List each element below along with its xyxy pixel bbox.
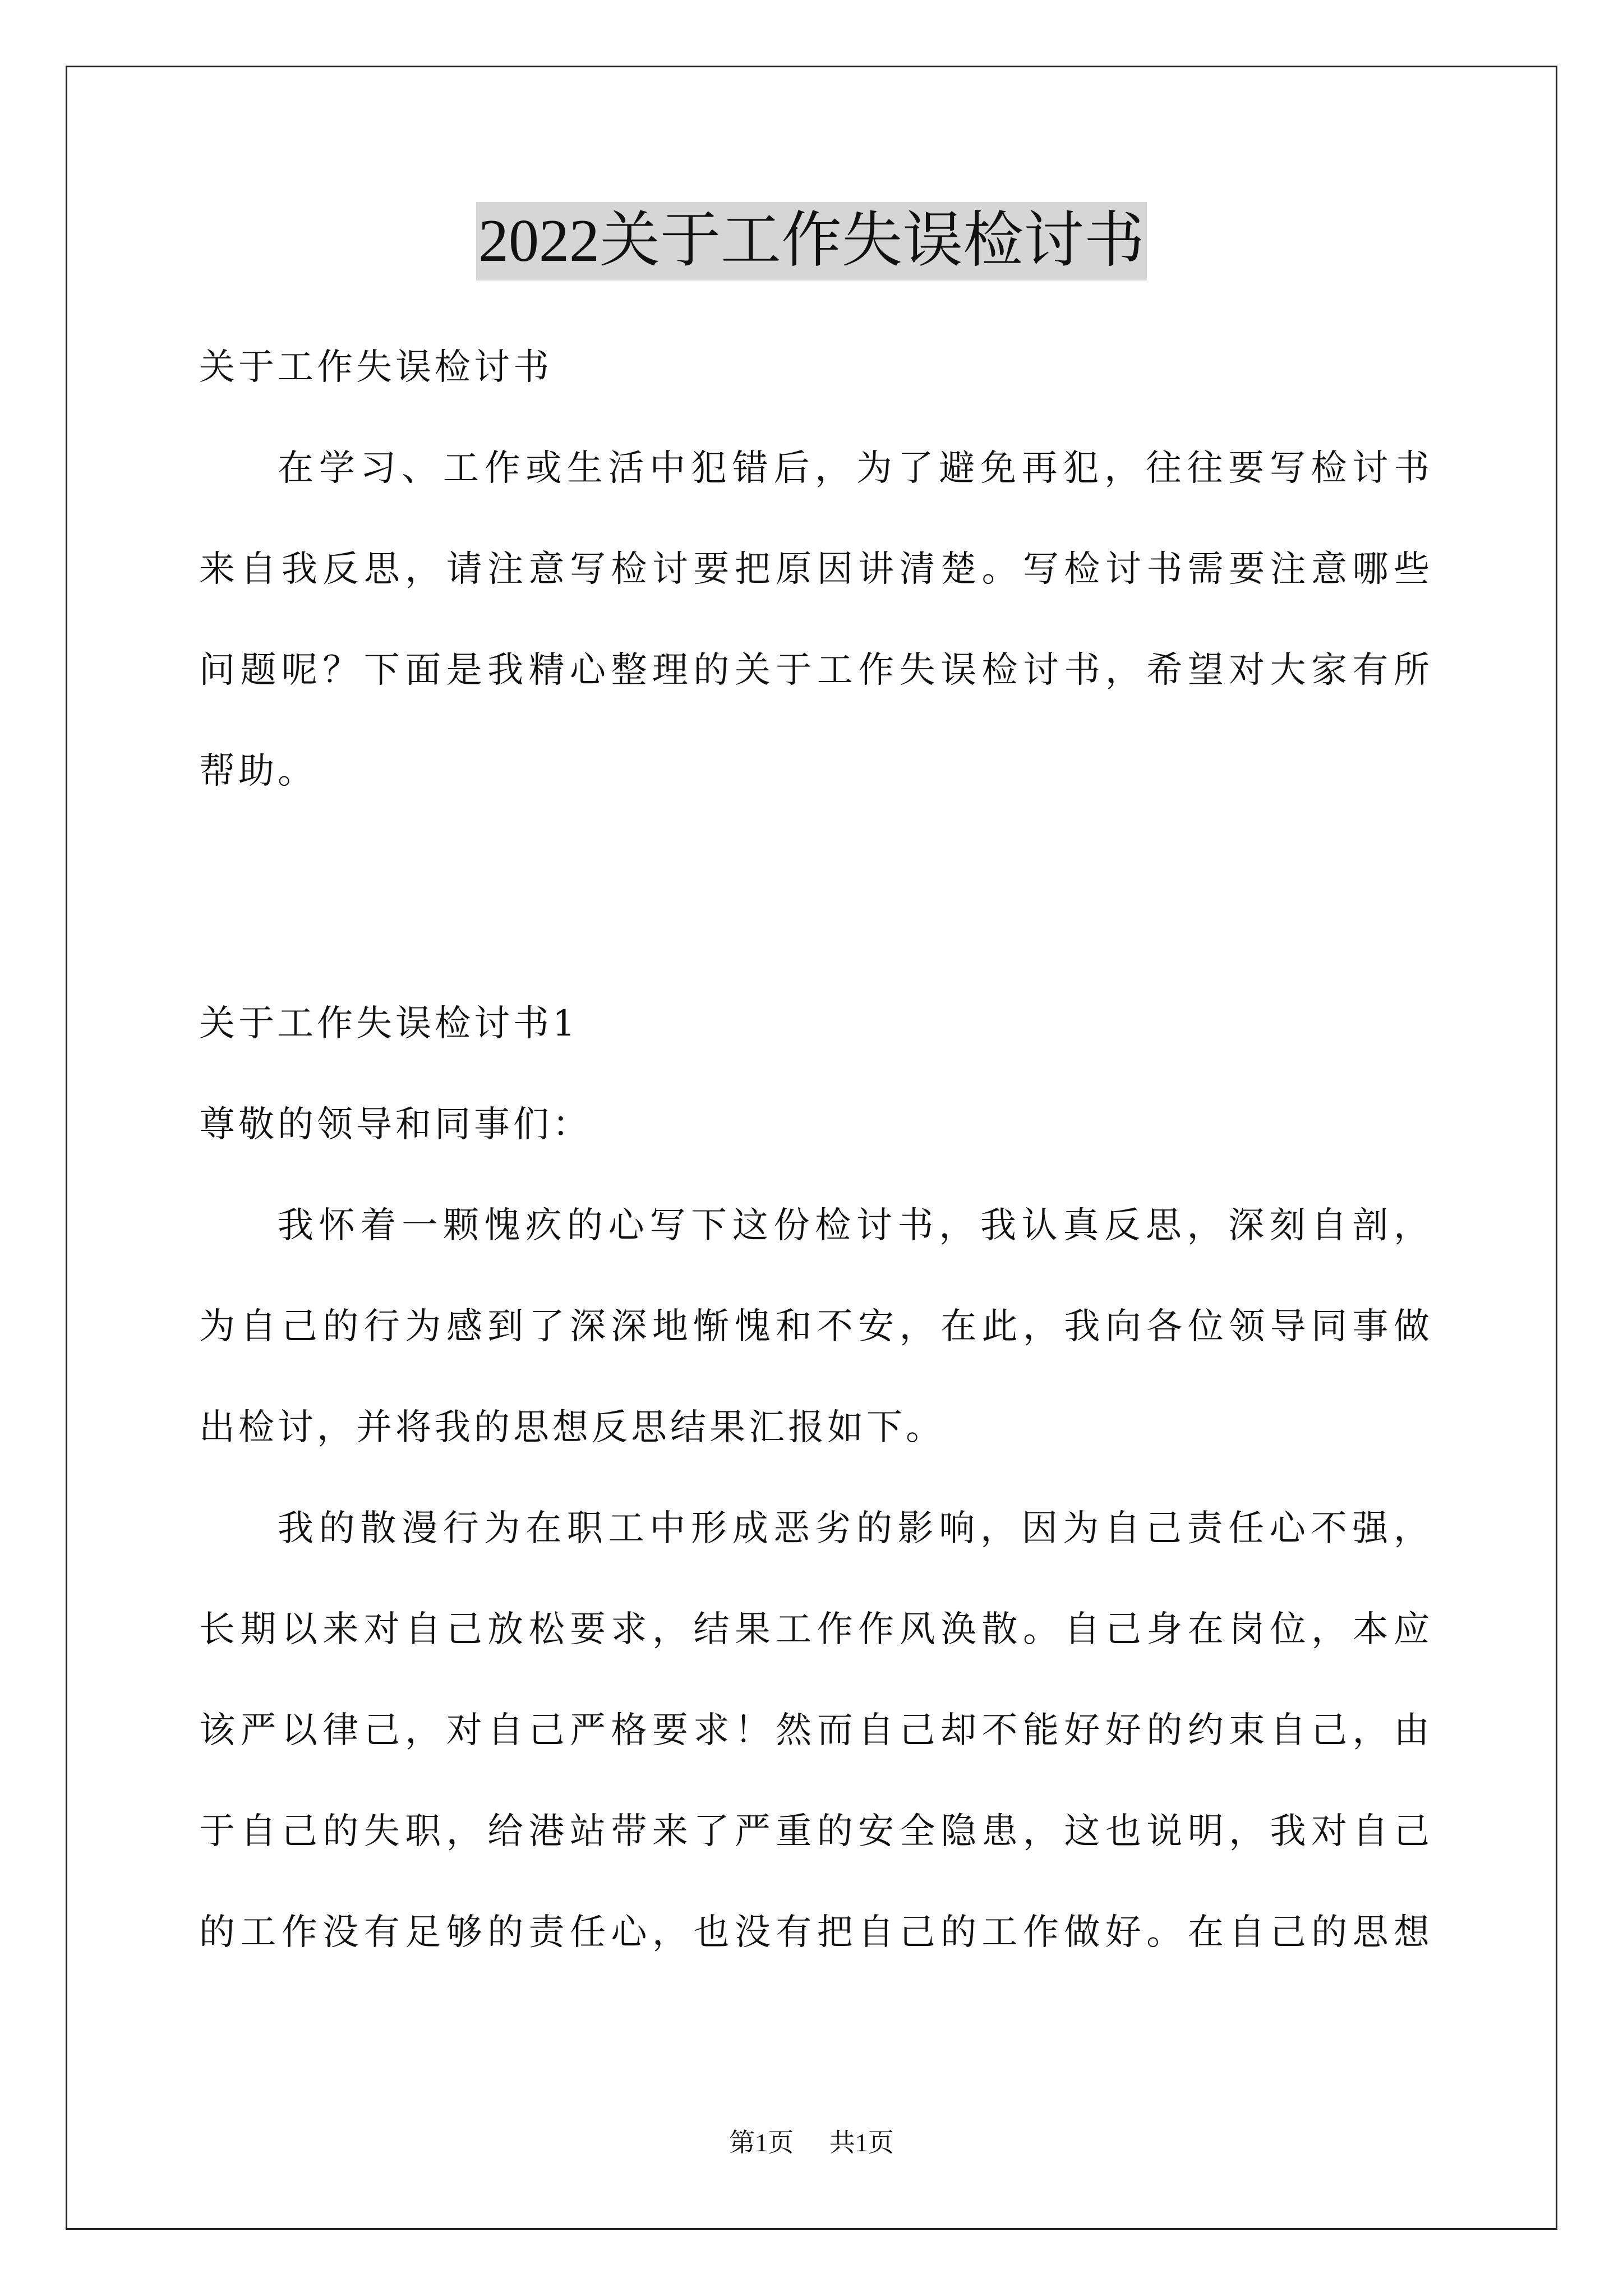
paragraph-line: 我的散漫行为在职工中形成恶劣的影响，因为自己责任心不强， [278,1508,1433,1549]
paragraph-line: 在学习、工作或生活中犯错后，为了避免再犯，往往要写检讨书 [278,448,1433,489]
title-container [0,202,1623,280]
salutation-line: 尊敬的领导和同事们： [199,1104,592,1145]
subtitle-line: 关于工作失误检讨书 [199,347,552,388]
paragraph-line: 的工作没有足够的责任心，也没有把自己的工作做好。在自己的思想 [199,1912,1433,1953]
page-number-current: 第1页 [729,2128,794,2157]
page-number-total: 共1页 [829,2128,894,2157]
page-border [66,66,1557,2230]
paragraph-line: 来自我反思，请注意写检讨要把原因讲清楚。写检讨书需要注意哪些 [199,549,1433,590]
document-title: 2022关于工作失误检讨书 [476,202,1147,280]
paragraph-line: 出检讨，并将我的思想反思结果汇报如下。 [199,1407,945,1448]
paragraph-line: 长期以来对自己放松要求，结果工作作风涣散。自己身在岗位，本应 [199,1609,1433,1650]
section-heading: 关于工作失误检讨书1 [199,1003,579,1045]
paragraph-line: 问题呢？下面是我精心整理的关于工作失误检讨书，希望对大家有所 [199,650,1433,691]
paragraph-line: 我怀着一颗愧疚的心写下这份检讨书，我认真反思，深刻自剖， [278,1205,1433,1246]
paragraph-line: 为自己的行为感到了深深地惭愧和不安，在此，我向各位领导同事做 [199,1306,1433,1347]
paragraph-line: 帮助。 [199,751,317,792]
page-footer [0,2126,1623,2160]
paragraph-line: 于自己的失职，给港站带来了严重的安全隐患，这也说明，我对自己 [199,1811,1433,1852]
paragraph-line: 该严以律己，对自己严格要求！然而自己却不能好好的约束自己，由 [199,1710,1433,1751]
